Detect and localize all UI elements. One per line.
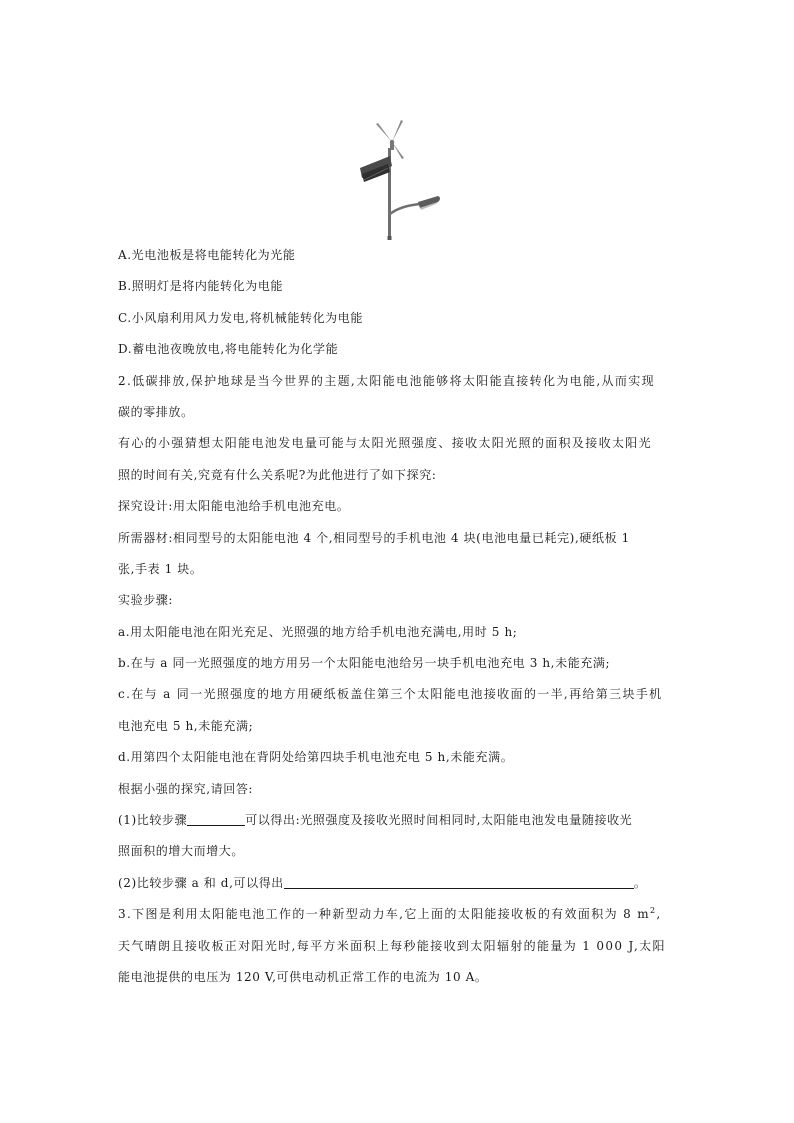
q2-step-c-line-2: 电池充电 5 h,未能充满; bbox=[118, 718, 254, 733]
q3-line-2: 天气晴朗且接收板正对阳光时,每平方米面积上每秒能接收到太阳辐射的能量为 1 000 J,太阳 bbox=[118, 938, 666, 953]
q2-step-b: b.在与 a 同一光照强度的地方用另一个太阳能电池给另一块手机电池充电 3 h,未能充满; bbox=[118, 656, 611, 671]
q3-area-unit-exponent: 2 bbox=[649, 906, 657, 916]
q3-line-1-text: 3.下图是利用太阳能电池工作的一种新型动力车,它上面的太阳能接收板的有效面积为 8 m bbox=[118, 907, 650, 922]
q2-sub2-line bbox=[118, 876, 678, 891]
q2-hypothesis-line-1: 有心的小强猜想太阳能电池发电量可能与太阳光照强度、接收太阳光照的面积及接收太阳光 bbox=[118, 436, 653, 451]
q2-step-d: d.用第四个太阳能电池在背阴处给第四块手机电池充电 5 h,未能充满。 bbox=[118, 750, 514, 765]
q2-materials-line-2: 张,手表 1 块。 bbox=[118, 561, 203, 576]
q2-sub1-answer-blank[interactable] bbox=[187, 813, 245, 826]
q2-intro-line-1: 2.低碳排放,保护地球是当今世界的主题,太阳能电池能够将太阳能直接转化为电能,从而实现 bbox=[118, 373, 655, 388]
q2-sub1-prefix: (1)比较步骤 bbox=[118, 813, 188, 828]
option-c: C.小风扇利用风力发电,将机械能转化为电能 bbox=[118, 310, 363, 325]
q2-sub2-suffix: 。 bbox=[633, 875, 647, 890]
option-b: B.照明灯是将内能转化为电能 bbox=[118, 279, 284, 294]
question-content bbox=[118, 248, 678, 1001]
q2-hypothesis-line-2: 照的时间有关,究竟有什么关系呢?为此他进行了如下探究: bbox=[118, 467, 437, 482]
q2-sub1-line bbox=[118, 813, 678, 828]
q2-materials-line-1: 所需器材:相同型号的太阳能电池 4 个,相同型号的手机电池 4 块(电池电量已耗完),硬纸板 1 bbox=[118, 530, 630, 545]
q2-design: 探究设计:用太阳能电池给手机电池充电。 bbox=[118, 499, 350, 514]
q2-step-c-line-1: c.在与 a 同一光照强度的地方用硬纸板盖住第三个太阳能电池接收面的一半,再给第三块手机 bbox=[118, 687, 663, 702]
q3-line-3: 能电池提供的电压为 120 V,可供电动机正常工作的电流为 10 A。 bbox=[118, 969, 488, 984]
option-a: A.光电池板是将电能转化为光能 bbox=[118, 248, 296, 262]
q2-ask: 根据小强的探究,请回答: bbox=[118, 781, 254, 796]
wind-solar-street-light-icon bbox=[350, 118, 450, 240]
q2-sub2-answer-blank[interactable] bbox=[284, 876, 634, 889]
q2-steps-title: 实验步骤: bbox=[118, 593, 174, 608]
q2-step-a: a.用太阳能电池在阳光充足、光照强的地方给手机电池充满电,用时 5 h; bbox=[118, 624, 518, 639]
q3-line-1 bbox=[118, 907, 678, 922]
q2-intro-line-2: 碳的零排放。 bbox=[118, 404, 194, 419]
option-d: D.蓄电池夜晚放电,将电能转化为化学能 bbox=[118, 342, 339, 357]
q2-sub1-continuation: 照面积的增大而增大。 bbox=[118, 844, 245, 859]
q2-sub1-suffix: 可以得出:光照强度及接收光照时间相同时,太阳能电池发电量随接收光 bbox=[245, 813, 633, 828]
q3-line-1-tail: , bbox=[656, 907, 662, 922]
q2-sub2-prefix: (2)比较步骤 a 和 d,可以得出 bbox=[118, 875, 284, 890]
